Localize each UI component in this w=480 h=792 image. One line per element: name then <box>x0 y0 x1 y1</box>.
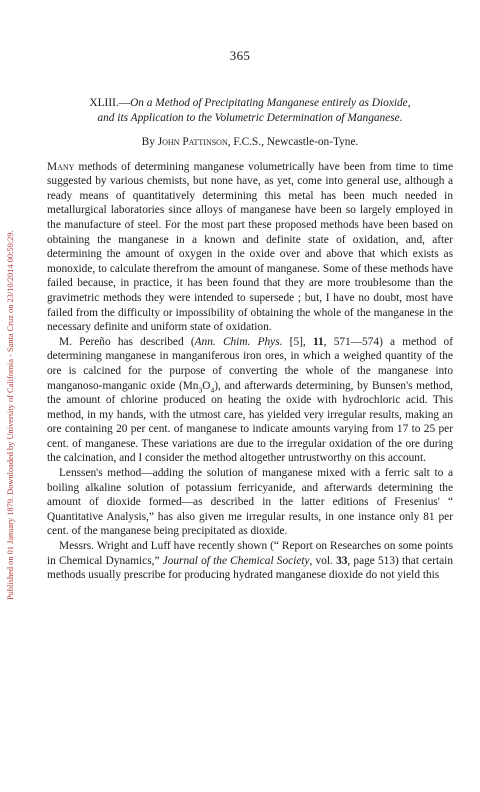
author-first-name: John <box>157 136 180 148</box>
author-affiliation: , F.C.S., Newcastle-on-Tyne. <box>227 136 359 148</box>
article-title-line-2: and its Application to the Volumetric Determination of Manganese. <box>97 112 403 124</box>
paragraph-4-vol-pre: , vol. <box>309 554 337 567</box>
paragraph-2-text-a: M. Pereño has described ( <box>59 335 195 348</box>
paragraph-1-text: methods of determining manganese volumetrically have been from time to time suggested by various chemists, but none have, as yet, come into general use, although a ready means of quantitatively determining this metal has been much needed in metallurgical laboratories since alloys of manganese have been so largely employed in the manufacture of steel. For the most part these proposed methods have been based on obtaining the manganese in a known and definite state of oxidation, and, after determining the amount of oxygen in the oxide over and above that which exists as monoxide, to calculate therefrom the amount of manganese. Some of these methods have failed because, in practice, it has been found that they are more troublesome than the gravimetric methods they were intended to supersede ; but, I have no doubt, most have failed from the difficulty or impossibility of obtaining the whole of the manganese in the necessary definite and uniform state of oxidation. <box>47 160 453 334</box>
paragraph-4-text-b: , page 513) that certain methods usually prescribe for producing hydrated manganese dioxide do not yield this <box>47 554 453 582</box>
page-number: 365 <box>229 48 251 63</box>
paragraph-4-volume: 33 <box>336 554 348 567</box>
paragraph-2-journal: Ann. Chim. Phys. <box>194 335 283 348</box>
paragraph-2-text-d: ), and afterwards determining, by Bunsen's method, the amount of chlorine produced on heating the oxide with hydrochloric acid. This method, in my hands, with the utmost care, has yielded very irregular results, making an ore containing 20 per cent. of manganese to indicate amounts varying from 17 to 25 per cent. of manganese. These variations are due to the irregular oxidation of the ore during the calcination, and I consider the method altogether untrustworthy on this account. <box>47 379 453 465</box>
paragraph-2-series: [5], <box>282 335 313 348</box>
formula-subscript-3: 3 <box>198 384 203 394</box>
author-last-name: Pattinson <box>182 136 228 148</box>
paragraph-2-text-b: , 571—574) a method of determining manganese in manganiferous iron ores, in which a weighed quantity of the ore is calcined for the purpose of converting the whole of the manganese into manganoso-manganic oxide (Mn <box>47 335 453 392</box>
article-title <box>47 96 453 126</box>
byline-by: By <box>141 136 155 148</box>
article-number: XLIII.— <box>89 97 131 109</box>
byline <box>47 135 453 150</box>
publication-side-note: Published on 01 January 1879. Downloaded by University of California - Santa Cruz on 23/10/2014 00:59:29. <box>6 230 15 600</box>
paragraph-3-text: Lenssen's method—adding the solution of manganese mixed with a ferric salt to a boiling alkaline solution of potassium ferricyanide, and afterwards determining the amount of dioxide formed—as described in the latter editions of Fresenius' “ Quantitative Analysis,” has also given me irregular results, in one instance only 81 per cent. of the manganese being precipitated as dioxide. <box>47 467 453 538</box>
paragraph-2 <box>47 335 453 466</box>
article-title-line-1: On a Method of Precipitating Manganese entirely as Dioxide, <box>130 97 411 109</box>
formula-subscript-4: 4 <box>210 384 215 394</box>
paragraph-4-journal: Journal of the Chemical Society <box>162 554 310 567</box>
article-body <box>47 96 453 583</box>
paragraph-3 <box>47 466 453 539</box>
paragraph-1 <box>47 160 453 335</box>
paragraph-2-volume: 11 <box>312 335 324 348</box>
paragraph-4-text-a: Messrs. Wright and Luff have recently shown (“ Report on Researches on some points in Chemical Dynamics,” <box>47 540 453 567</box>
formula-oxygen: O <box>202 379 211 392</box>
paragraph-4 <box>47 539 453 583</box>
paragraph-1-lead: Many <box>47 160 75 173</box>
